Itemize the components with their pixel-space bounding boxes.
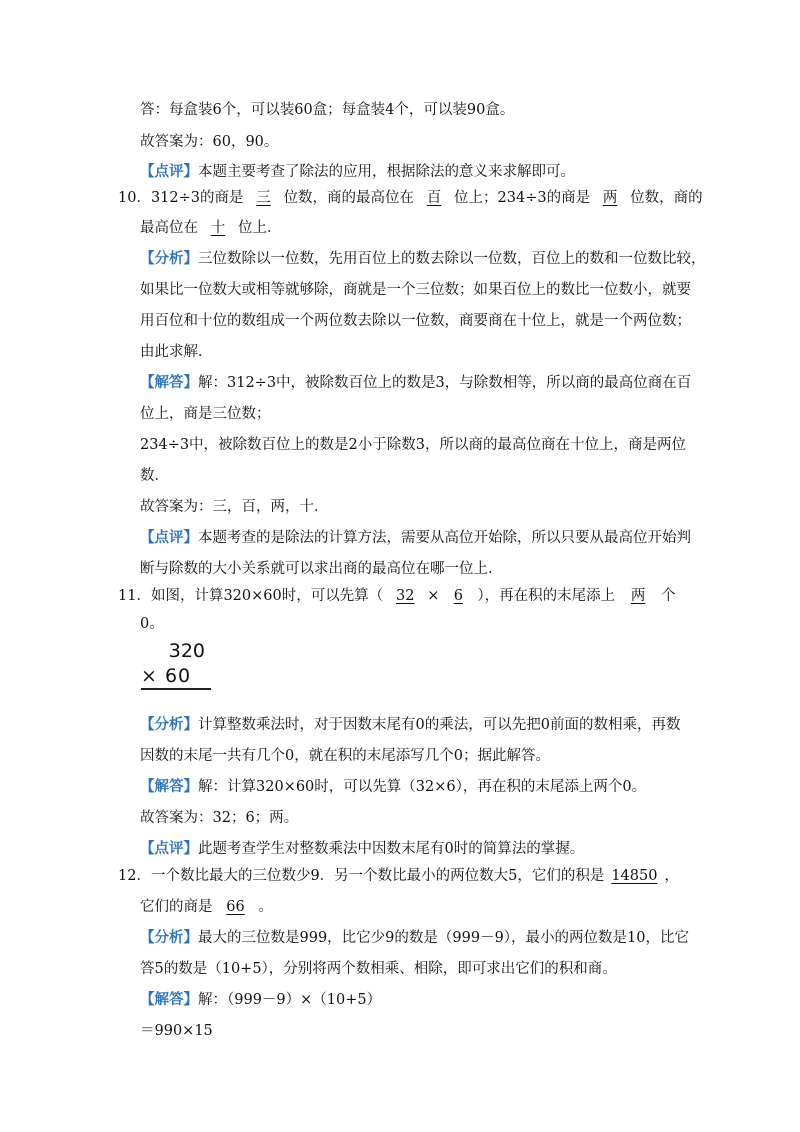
solution-text: 解：312÷3中，被除数百位上的数是3，与除数相等，所以商的最高位商在百 [198,375,692,391]
analysis-line [140,249,706,269]
final-answer: 故答案为：三，百，两，十． [140,499,329,515]
question-text: 位数，商的最高位在 [283,190,415,206]
comment-text: 此题考查学生对整数乘法中因数末尾有0时的简算法的掌握。 [198,841,585,857]
comment-line [140,528,691,548]
solution-line: 位上，商是三位数； [140,406,271,422]
analysis-line: 因数的末尾一共有几个0，就在积的末尾添写几个0；据此解答。 [140,748,550,764]
question-text: ， [664,868,679,884]
analysis-text: 三位数除以一位数，先用百位上的数去除以一位数，百位上的数和一位数比较， [198,251,706,267]
final-answer: 故答案为：32；6；两。 [140,810,299,826]
analysis-line: 如果比一位数大或相等就够除，商就是一个三位数；如果百位上的数比一位数小，就要 [140,282,691,298]
question-11-cont: 0。 [140,616,164,632]
solution-line: ＝990×15 [140,1023,213,1039]
solution-line: 数． [140,468,169,484]
solution-tag: 【解答】 [140,991,198,1008]
question-text: 312÷3的商是 [150,190,244,206]
comment-line [140,162,575,182]
solution-line [140,373,691,393]
comment-line [140,839,584,859]
question-12 [118,866,679,886]
comment-text: 本题考查的是除法的计算方法，需要从高位开始除，所以只要从最高位开始判 [198,530,691,546]
figure-multiplicand: 320 [168,640,205,662]
figure-rule [141,688,211,690]
analysis-line [140,928,689,948]
answer-line: 答：每盒装6个，可以装60盒；每盒装4个，可以装90盒。 [140,102,515,118]
question-text: 位数，商的 [630,190,703,206]
analysis-line [140,715,680,735]
solution-line [140,777,646,797]
answer-blank: 两 [602,190,618,206]
question-text: 如图，计算320×60时，可以先算（ [150,588,384,604]
multiplication-figure [141,640,211,692]
analysis-tag: 【分析】 [140,929,198,946]
solution-text: 解：计算320×60时，可以先算（32×6），再在积的末尾添上两个0。 [198,779,647,795]
question-11 [118,586,676,606]
analysis-text: 计算整数乘法时，对于因数末尾有0的乘法，可以先把0前面的数相乘，再数 [198,717,681,733]
solution-text: 解：（999－9）×（10+5） [198,992,382,1008]
comment-line: 断与除数的大小关系就可以求出商的最高位在哪一位上． [140,561,503,577]
question-text: ），再在积的末尾添上 [477,588,616,604]
comment-text: 本题主要考查了除法的应用，根据除法的意义来求解即可。 [198,164,575,180]
final-answer: 故答案为：60，90。 [140,134,279,150]
question-text: × [427,588,440,604]
question-text: 位上． [238,220,282,236]
question-text: 位上；234÷3的商是 [454,190,591,206]
question-text: 最高位在 [140,220,198,236]
answer-blank: 百 [426,190,442,206]
answer-blank: 三 [256,190,271,206]
analysis-text: 最大的三位数是999，比它少9的数是（999－9），最小的两位数是10，比它 [198,930,690,946]
answer-blank: 两 [630,588,646,604]
answer-blank: 十 [210,220,226,236]
analysis-tag: 【分析】 [140,716,198,733]
question-number: 10． [118,190,151,206]
comment-tag: 【点评】 [140,529,198,546]
question-number: 12． [118,868,151,884]
answer-blank: 66 [226,899,245,915]
analysis-tag: 【分析】 [140,250,198,267]
analysis-line: 答5的数是（10+5），分别将两个数相乘、相除，即可求出它们的积和商。 [140,961,617,977]
analysis-line: 由此求解． [140,344,213,360]
question-10 [118,188,703,208]
solution-line [140,990,381,1010]
question-text: 一个数比最大的三位数少9．另一个数比最小的两位数大5，它们的积是 [150,868,605,884]
comment-tag: 【点评】 [140,840,198,857]
question-text: 它们的商是 [140,899,213,915]
question-text: 个 [661,588,676,604]
question-text: 。 [258,899,273,915]
analysis-line: 用百位和十位的数组成一个两位数去除以一位数，商要商在十位上，就是一个两位数； [140,313,691,329]
question-10-cont [140,218,282,238]
solution-tag: 【解答】 [140,374,198,391]
figure-multiplier: × 60 [141,665,192,687]
question-number: 11． [118,588,151,604]
answer-blank: 32 [396,588,415,604]
answer-blank: 14850 [611,868,658,884]
question-12-cont [140,897,273,917]
comment-tag: 【点评】 [140,163,198,180]
answer-blank: 6 [453,588,463,604]
solution-tag: 【解答】 [140,778,198,795]
solution-line: 234÷3中，被除数百位上的数是2小于除数3，所以商的最高位商在十位上，商是两位 [140,437,686,453]
